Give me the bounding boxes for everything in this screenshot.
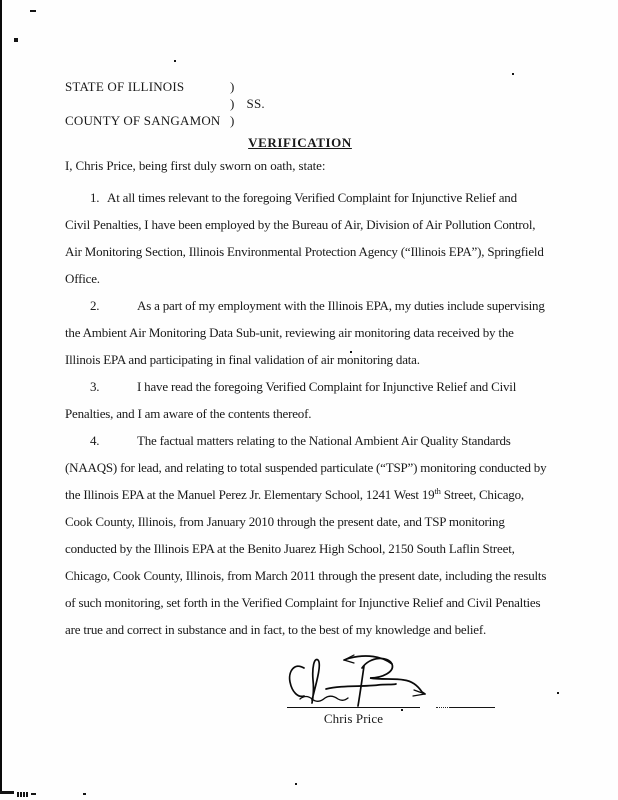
scan-speck [14,38,18,42]
ss-label: SS. [246,96,265,111]
ordinal-superscript: th [434,486,441,496]
signature-line [287,707,420,708]
body-line [65,376,585,403]
scan-corner-mark [0,791,14,794]
scan-speck [30,10,36,12]
body-line-text: The factual matters relating to the National Ambient Air Quality Standards [137,433,511,448]
scan-corner-mark [17,792,19,797]
body-line: (NAAQS) for lead, and relating to total suspended particulate (“TSP”) monitoring conducted by [65,460,547,475]
paragraph-number: 3. [90,379,100,394]
scan-corner-mark [83,793,86,795]
body-line [65,484,585,511]
body-line-text: I have read the foregoing Verified Complaint for Injunctive Relief and Civil [137,379,517,394]
scan-corner-mark [31,793,36,795]
signature-line-right [449,707,495,708]
venue-spacer [65,95,230,112]
scan-corner-mark [23,792,25,797]
body-line: Civil Penalties, I have been employed by the Bureau of Air, Division of Air Pollution Control, [65,217,536,232]
document-title: VERIFICATION [248,135,352,150]
signature-line-dots [436,707,448,708]
body-line: Illinois EPA and participating in final validation of air monitoring data. [65,352,420,367]
scan-speck [512,73,514,75]
paragraph-number: 1. [90,190,100,205]
body-line [65,295,585,322]
body-line-text: As a part of my employment with the Illinois EPA, my duties include supervising [137,298,545,313]
scan-corner-mark [20,792,22,797]
signer-printed-name: Chris Price [323,711,384,726]
scan-edge-line [0,0,2,793]
body-line-text: Street, Chicago, [440,487,524,502]
paren-mark: ) [230,113,235,128]
scan-speck [174,60,176,62]
handwritten-signature [282,654,432,712]
body-line-text: the Illinois EPA at the Manuel Perez Jr. Elementary School, 1241 West 19 [65,487,435,502]
body-line-text: At all times relevant to the foregoing Verified Complaint for Injunctive Relief and [107,190,517,205]
body-line: the Ambient Air Monitoring Data Sub-unit, reviewing air monitoring data received by the [65,325,514,340]
body-line: of such monitoring, set forth in the Verified Complaint for Injunctive Relief and Civil Penalties [65,595,541,610]
intro-line: I, Chris Price, being first duly sworn on oath, state: [65,158,326,173]
body-line: Chicago, Cook County, Illinois, from March 2011 through the present date, including the results [65,568,547,583]
scan-corner-mark [26,792,28,797]
paragraph-number: 2. [90,298,100,313]
county-label: COUNTY OF SANGAMON [65,113,221,128]
affidavit-body [65,187,585,646]
venue-row-ss [65,95,265,112]
paragraph-number: 4. [90,433,100,448]
scan-speck [295,783,297,785]
venue-block [65,78,265,129]
state-label: STATE OF ILLINOIS [65,79,185,94]
paren-mark: ) [230,96,235,111]
body-line: Office. [65,271,100,286]
body-line [65,430,585,457]
body-line: Penalties, and I am aware of the contents thereof. [65,406,312,421]
body-line: conducted by the Illinois EPA at the Benito Juarez High School, 2150 South Laflin Street, [65,541,515,556]
paren-mark: ) [230,79,235,94]
venue-row-county [65,112,265,129]
body-line: Air Monitoring Section, Illinois Environmental Protection Agency (“Illinois EPA”), Springfield [65,244,544,259]
body-line: are true and correct in substance and in fact, to the best of my knowledge and belief. [65,622,487,637]
body-line: Cook County, Illinois, from January 2010 through the present date, and TSP monitoring [65,514,505,529]
venue-row-state [65,78,265,95]
scan-speck [557,692,559,694]
body-line [65,187,585,214]
